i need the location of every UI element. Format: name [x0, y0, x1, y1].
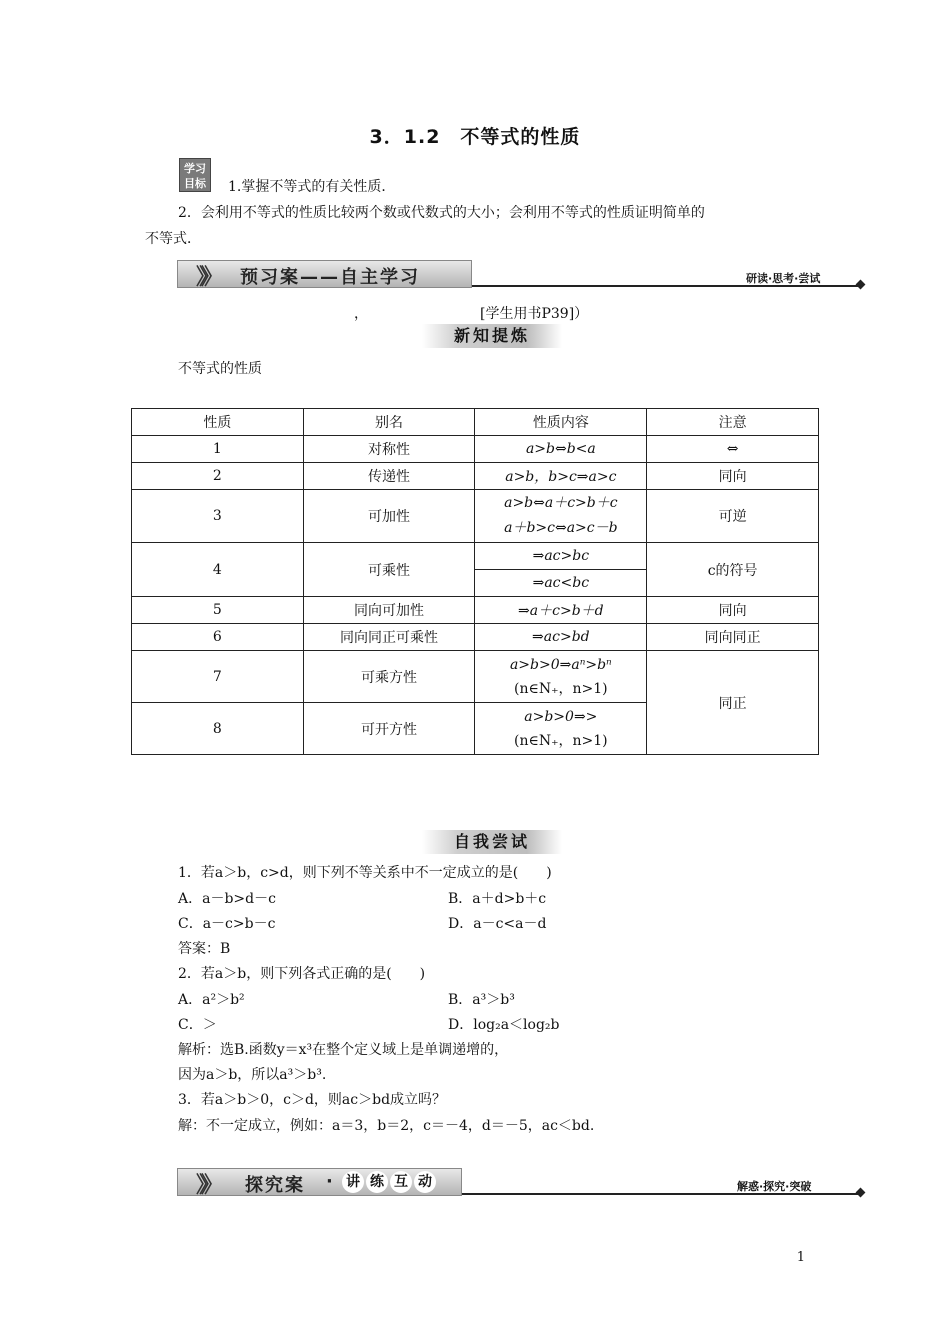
learning-goal-badge [179, 158, 211, 192]
table-row [132, 543, 819, 570]
row-number: 3 [132, 490, 304, 543]
row-note: 同正 [647, 651, 819, 755]
row-content-line: a>b>0⇒aⁿ>bⁿ [509, 656, 612, 673]
intro-text: 不等式的性质 [178, 361, 262, 377]
row-content [475, 490, 647, 543]
row-note: 同向 [647, 597, 819, 624]
section-heading-self-try: 自我尝试 [422, 830, 562, 854]
q2-option-d: D．log₂a＜log₂b [448, 1017, 560, 1033]
row-content: a>b⇔b<a [475, 436, 647, 463]
row-content [475, 703, 647, 755]
q2-stem: 2．若a＞b，则下列各式正确的是( ) [178, 966, 426, 982]
row-name: 可乘性 [303, 543, 475, 597]
q1-stem: 1．若a＞b，c>d，则下列不等关系中不一定成立的是( ) [178, 865, 552, 881]
banner-char: 互 [390, 1171, 412, 1193]
table-header: 性质内容 [475, 409, 647, 436]
table-row [132, 463, 819, 490]
book-reference: [学生用书P39]） [480, 306, 589, 322]
goal-item-2: 2．会利用不等式的性质比较两个数或代数式的大小；会利用不等式的性质证明简单的 [178, 205, 705, 221]
row-content-line: a>b⇔a＋c>b＋c [504, 495, 618, 511]
page-title: 3．1.2 不等式的性质 [369, 126, 581, 148]
preview-banner-tag: 研读·思考·尝试 [746, 272, 821, 285]
row-content: ⇒a＋c>b＋d [475, 597, 647, 624]
banner-char: 讲 [342, 1171, 364, 1193]
q1-option-c: C．a－c>b－c [178, 916, 276, 932]
row-content: ⇒ac>bc [475, 543, 647, 570]
q2-option-a: A．a²＞b² [178, 992, 245, 1008]
row-note: ⇔ [647, 436, 819, 463]
row-content-line: a＋b>c⇔a>c－b [504, 520, 618, 536]
double-chevron-icon: 》》 [196, 265, 218, 290]
table-header: 注意 [647, 409, 819, 436]
row-note: c的符号 [647, 543, 819, 597]
table-row [132, 624, 819, 651]
preview-banner-title: 预习案——自主学习 [240, 267, 420, 288]
row-name: 可开方性 [303, 703, 475, 755]
explore-banner-title: 探究案 [245, 1175, 305, 1196]
table-row [132, 490, 819, 543]
row-note: 同向 [647, 463, 819, 490]
q2-option-c: C．＞ [178, 1017, 217, 1033]
goal-item-2-cont: 不等式． [145, 231, 201, 247]
row-name: 同向同正可乘性 [303, 624, 475, 651]
table-header-row [132, 409, 819, 436]
row-name: 可乘方性 [303, 651, 475, 703]
row-number: 8 [132, 703, 304, 755]
explore-banner-dot: · [326, 1171, 335, 1192]
table-header: 别名 [303, 409, 475, 436]
row-note: 可逆 [647, 490, 819, 543]
book-ref-comma: ， [354, 306, 368, 322]
q2-analysis-2: 因为a＞b，所以a³＞b³. [178, 1067, 327, 1083]
table-row [132, 436, 819, 463]
table-row [132, 651, 819, 703]
row-number: 7 [132, 651, 304, 703]
table-header: 性质 [132, 409, 304, 436]
row-number: 4 [132, 543, 304, 597]
row-content [475, 651, 647, 703]
row-name: 传递性 [303, 463, 475, 490]
row-number: 2 [132, 463, 304, 490]
diamond-icon [856, 1188, 866, 1198]
row-content-line: (n∈N₊，n>1) [514, 680, 608, 697]
row-content: ⇒ac>bd [475, 624, 647, 651]
row-number: 1 [132, 436, 304, 463]
q1-option-d: D．a－c<a－d [448, 916, 547, 932]
double-chevron-icon: 》》 [196, 1173, 218, 1198]
badge-top-text: 学习 [184, 162, 206, 175]
q2-option-b: B．a³＞b³ [448, 992, 515, 1008]
q3-stem: 3．若a＞b＞0，c＞d，则ac＞bd成立吗？ [178, 1092, 447, 1108]
row-name: 可加性 [303, 490, 475, 543]
explore-banner-chars [342, 1171, 436, 1193]
q3-solution: 解：不一定成立，例如：a＝3，b＝2，c＝－4，d＝－5，ac＜bd. [178, 1118, 595, 1134]
page-number: 1 [796, 1250, 805, 1265]
row-content: ⇒ac<bc [475, 570, 647, 597]
row-content-line: (n∈N₊，n>1) [514, 732, 608, 749]
row-content-line: a>b>0⇒> [524, 708, 598, 725]
properties-table [131, 408, 819, 755]
section-heading-new-knowledge: 新知提炼 [422, 324, 562, 348]
row-name: 同向可加性 [303, 597, 475, 624]
badge-bottom-text: 目标 [184, 177, 206, 190]
row-note: 同向同正 [647, 624, 819, 651]
q1-answer: 答案：B [178, 941, 231, 957]
goal-item-1: 1.掌握不等式的有关性质． [228, 179, 396, 195]
q1-option-b: B．a＋d>b＋c [448, 891, 547, 907]
diamond-icon [856, 280, 866, 290]
q2-analysis-1: 解析：选B.函数y＝x³在整个定义域上是单调递增的， [178, 1042, 509, 1058]
row-name: 对称性 [303, 436, 475, 463]
explore-banner-tag: 解惑·探究·突破 [737, 1180, 812, 1193]
banner-char: 练 [366, 1171, 388, 1193]
row-content: a>b，b>c⇒a>c [475, 463, 647, 490]
banner-char: 动 [414, 1171, 436, 1193]
q1-option-a: A．a－b>d－c [178, 891, 276, 907]
row-number: 5 [132, 597, 304, 624]
table-row [132, 597, 819, 624]
row-number: 6 [132, 624, 304, 651]
